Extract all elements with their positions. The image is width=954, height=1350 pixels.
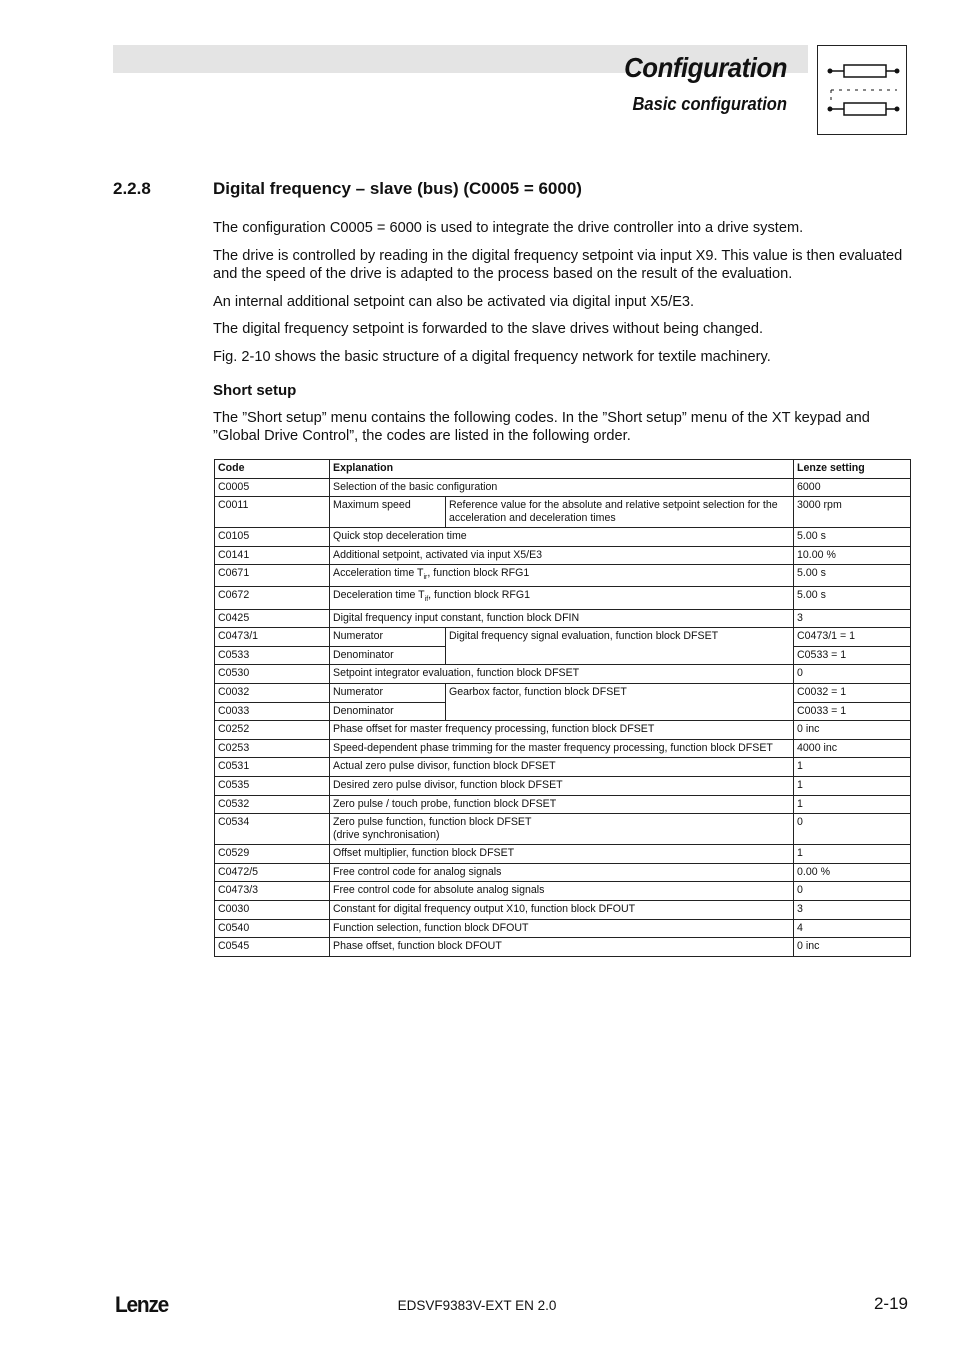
label-cell: Denominator: [330, 646, 446, 665]
setting-cell: 0: [794, 814, 911, 845]
code-cell: C0473/1: [215, 628, 330, 647]
explanation-cell: Selection of the basic configuration: [330, 478, 794, 497]
code-cell: C0005: [215, 478, 330, 497]
configuration-diagram-icon: [817, 45, 907, 135]
explanation-text: Acceleration time T: [333, 567, 424, 580]
table-row: [215, 845, 911, 864]
code-cell: C0671: [215, 565, 330, 587]
code-cell: C0011: [215, 497, 330, 528]
paragraph: An internal additional setpoint can also be activated via digital input X5/E3.: [213, 293, 695, 310]
setting-cell: 10.00 %: [794, 546, 911, 565]
table-row: [215, 478, 911, 497]
header-setting: Lenze setting: [794, 460, 911, 479]
explanation-cell: Actual zero pulse divisor, function block DFSET: [330, 758, 794, 777]
short-setup-heading: Short setup: [213, 382, 297, 399]
setting-cell: 1: [794, 845, 911, 864]
setting-cell: 0 inc: [794, 721, 911, 740]
code-cell: C0472/5: [215, 863, 330, 882]
setting-cell: C0032 = 1: [794, 683, 911, 702]
setting-cell: 5.00 s: [794, 565, 911, 587]
setting-cell: 1: [794, 758, 911, 777]
label-cell: Denominator: [330, 702, 446, 721]
explanation-cell: Quick stop deceleration time: [330, 528, 794, 547]
table-row: [215, 900, 911, 919]
label-cell: Numerator: [330, 628, 446, 647]
code-cell: C0529: [215, 845, 330, 864]
explanation-cell: Gearbox factor, function block DFSET: [446, 683, 794, 720]
explanation-cell: [330, 565, 794, 587]
table-row: [215, 739, 911, 758]
code-cell: C0032: [215, 683, 330, 702]
code-cell: C0141: [215, 546, 330, 565]
page-number: 2-19: [873, 1294, 908, 1313]
paragraph: Fig. 2-10 shows the basic structure of a digital frequency network for textile machinery.: [213, 348, 771, 365]
codes-table: [214, 459, 911, 957]
paragraph: The digital frequency setpoint is forwarded to the slave drives without being changed.: [213, 321, 764, 337]
code-cell: C0535: [215, 776, 330, 795]
code-cell: C0533: [215, 646, 330, 665]
code-cell: C0540: [215, 919, 330, 938]
explanation-cell: [330, 814, 794, 845]
setting-cell: 5.00 s: [794, 587, 911, 609]
code-cell: C0532: [215, 795, 330, 814]
section-number: 2.2.8: [113, 179, 151, 198]
subscript: if: [424, 596, 429, 604]
setting-cell: 3000 rpm: [794, 497, 911, 528]
setting-cell: 3: [794, 609, 911, 628]
explanation-cell: Function selection, function block DFOUT: [330, 919, 794, 938]
code-cell: C0473/3: [215, 882, 330, 901]
table-row: [215, 587, 911, 609]
body-text: [213, 219, 910, 455]
table-row: [215, 528, 911, 547]
code-cell: C0672: [215, 587, 330, 609]
code-cell: C0534: [215, 814, 330, 845]
explanation-text: Deceleration time T: [333, 589, 425, 602]
explanation-cell: Offset multiplier, function block DFSET: [330, 845, 794, 864]
table-row: [215, 609, 911, 628]
table-row: [215, 665, 911, 684]
page-subtitle: Basic configuration: [632, 94, 787, 114]
code-cell: C0531: [215, 758, 330, 777]
short-setup-text: The ”Short setup” menu contains the following codes. In the ”Short setup” menu of the XT keypad and ”Global Drive Control”, the codes are listed in the following order.: [213, 409, 870, 444]
explanation-text: Zero pulse function, function block DFSET: [333, 816, 532, 829]
label-cell: Maximum speed: [330, 497, 446, 528]
section-title: Digital frequency – slave (bus) (C0005 = 6000): [213, 179, 582, 198]
explanation-cell: Setpoint integrator evaluation, function block DFSET: [330, 665, 794, 684]
table-row: [215, 882, 911, 901]
explanation-cell: [330, 587, 794, 609]
explanation-cell: Digital frequency signal evaluation, function block DFSET: [446, 628, 794, 665]
setting-cell: 0: [794, 665, 911, 684]
explanation-cell: Digital frequency input constant, function block DFIN: [330, 609, 794, 628]
explanation-cell: Desired zero pulse divisor, function block DFSET: [330, 776, 794, 795]
table-row: [215, 758, 911, 777]
table-row: [215, 721, 911, 740]
subscript: ir: [423, 574, 428, 582]
explanation-cell: Phase offset for master frequency processing, function block DFSET: [330, 721, 794, 740]
table-row: [215, 795, 911, 814]
page-title: Configuration: [624, 52, 787, 83]
explanation-text: (drive synchronisation): [333, 829, 440, 842]
explanation-cell: Zero pulse / touch probe, function block DFSET: [330, 795, 794, 814]
table-row: [215, 863, 911, 882]
setting-cell: C0473/1 = 1: [794, 628, 911, 647]
table-row: [215, 546, 911, 565]
explanation-cell: Constant for digital frequency output X10, function block DFOUT: [330, 900, 794, 919]
setting-cell: 0.00 %: [794, 863, 911, 882]
setting-cell: 4: [794, 919, 911, 938]
table-row: [215, 628, 911, 647]
code-cell: C0033: [215, 702, 330, 721]
setting-cell: C0033 = 1: [794, 702, 911, 721]
setting-cell: C0533 = 1: [794, 646, 911, 665]
setting-cell: 0 inc: [794, 938, 911, 957]
explanation-cell: Additional setpoint, activated via input X5/E3: [330, 546, 794, 565]
setting-cell: 1: [794, 795, 911, 814]
table-row: [215, 776, 911, 795]
code-cell: C0253: [215, 739, 330, 758]
setting-cell: 4000 inc: [794, 739, 911, 758]
explanation-cell: Speed-dependent phase trimming for the master frequency processing, function block DFSET: [330, 739, 794, 758]
setting-cell: 3: [794, 900, 911, 919]
paragraph: The configuration C0005 = 6000 is used to integrate the drive controller into a drive system.: [213, 220, 804, 236]
header-explanation: Explanation: [330, 460, 794, 479]
table-row: [215, 919, 911, 938]
explanation-cell: Phase offset, function block DFOUT: [330, 938, 794, 957]
table-row: [215, 683, 911, 702]
document-id: EDSVF9383V-EXT EN 2.0: [397, 1298, 557, 1313]
code-cell: C0252: [215, 721, 330, 740]
code-cell: C0545: [215, 938, 330, 957]
explanation-text: , function block RFG1: [427, 567, 530, 580]
explanation-cell: Free control code for absolute analog signals: [330, 882, 794, 901]
explanation-text: , function block RFG1: [428, 589, 531, 602]
explanation-cell: Free control code for analog signals: [330, 863, 794, 882]
setting-cell: 1: [794, 776, 911, 795]
lenze-logo: Lenze: [115, 1292, 169, 1317]
header-code: Code: [215, 460, 330, 479]
setting-cell: 5.00 s: [794, 528, 911, 547]
code-cell: C0530: [215, 665, 330, 684]
setting-cell: 6000: [794, 478, 911, 497]
setting-cell: 0: [794, 882, 911, 901]
table-row: [215, 938, 911, 957]
code-cell: C0030: [215, 900, 330, 919]
label-cell: Numerator: [330, 683, 446, 702]
table-row: [215, 565, 911, 587]
explanation-cell: Reference value for the absolute and relative setpoint selection for the acceleration and deceleration times: [446, 497, 794, 528]
table-header-row: [215, 460, 911, 479]
section-heading: [113, 179, 582, 199]
table-row: [215, 497, 911, 528]
code-cell: C0105: [215, 528, 330, 547]
paragraph: The drive is controlled by reading in the digital frequency setpoint via input X9. This value is then evaluated and the speed of the drive is adapted to the process based on the result of the evaluation.: [213, 247, 903, 282]
code-cell: C0425: [215, 609, 330, 628]
table-row: [215, 814, 911, 845]
